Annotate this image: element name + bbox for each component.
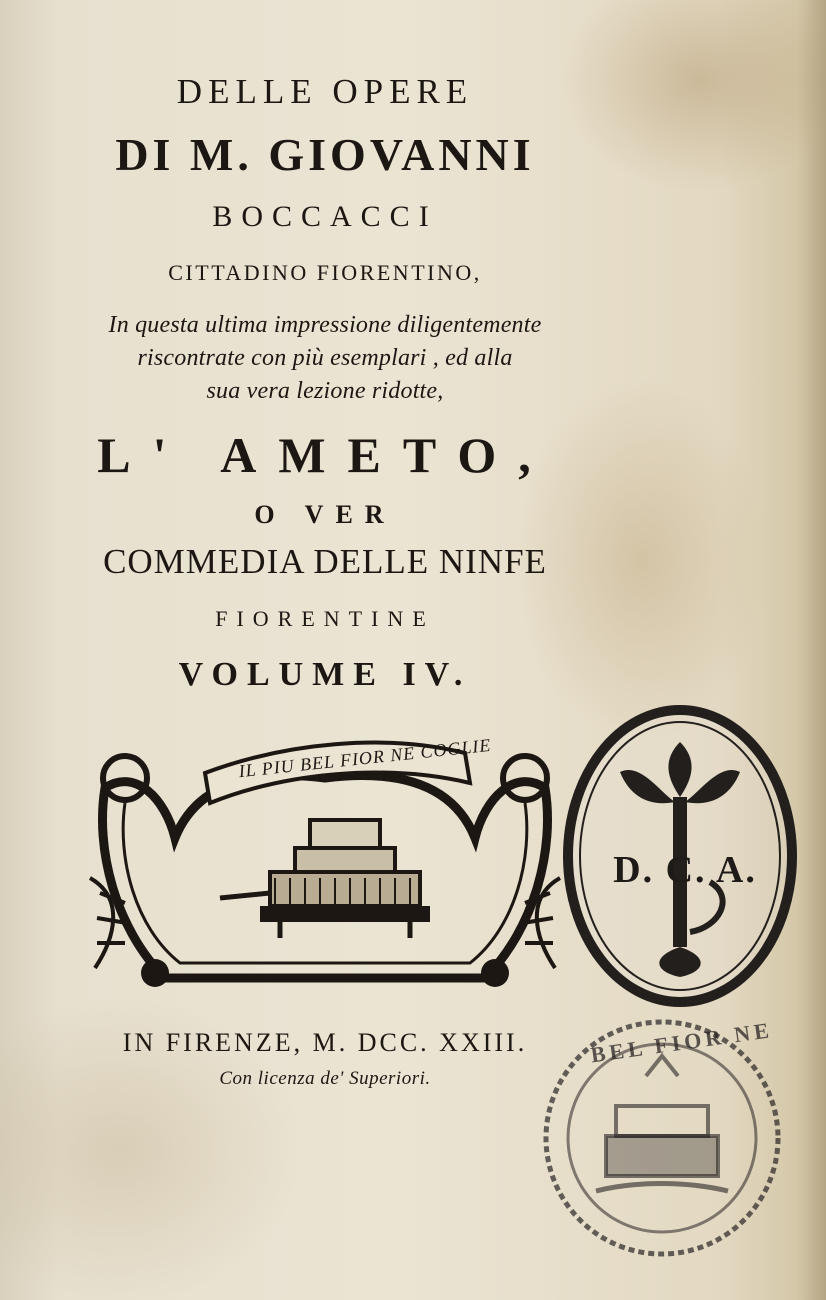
imprint-license: Con licenza de' Superiori. [219,1068,431,1089]
work-subtitle-2: FIORENTINE [215,606,435,631]
title-line-citizenship: CITTADINO FIORENTINO, [168,260,482,285]
description-line-2: riscontrate con più esemplari , ed alla [137,345,513,371]
title-line-author: DI M. GIOVANNI [115,129,535,180]
imprint-place-date: IN FIRENZE, M. DCC. XXIII. [122,1028,528,1057]
work-title-over: O VER [254,500,396,529]
title-line-surname: BOCCACCI [212,200,438,233]
library-stamp-round-legend: BEL FIOR NE [589,1017,775,1068]
title-line-delle-opere: DELLE OPERE [176,72,474,111]
volume-number: VOLUME IV. [178,656,472,693]
work-title: L' AMETO, [97,427,553,483]
printers-device-motto: IL PIU BEL FIOR NE COGLIE [237,734,493,782]
page-edge-shadow [796,0,826,1300]
work-subtitle-1: COMMEDIA DELLE NINFE [103,542,547,581]
description-line-1: In questa ultima impressione diligentemente [108,312,542,338]
library-stamp-initials: D. C. A. [613,849,757,891]
description-line-3: sua vera lezione ridotte, [206,378,444,404]
